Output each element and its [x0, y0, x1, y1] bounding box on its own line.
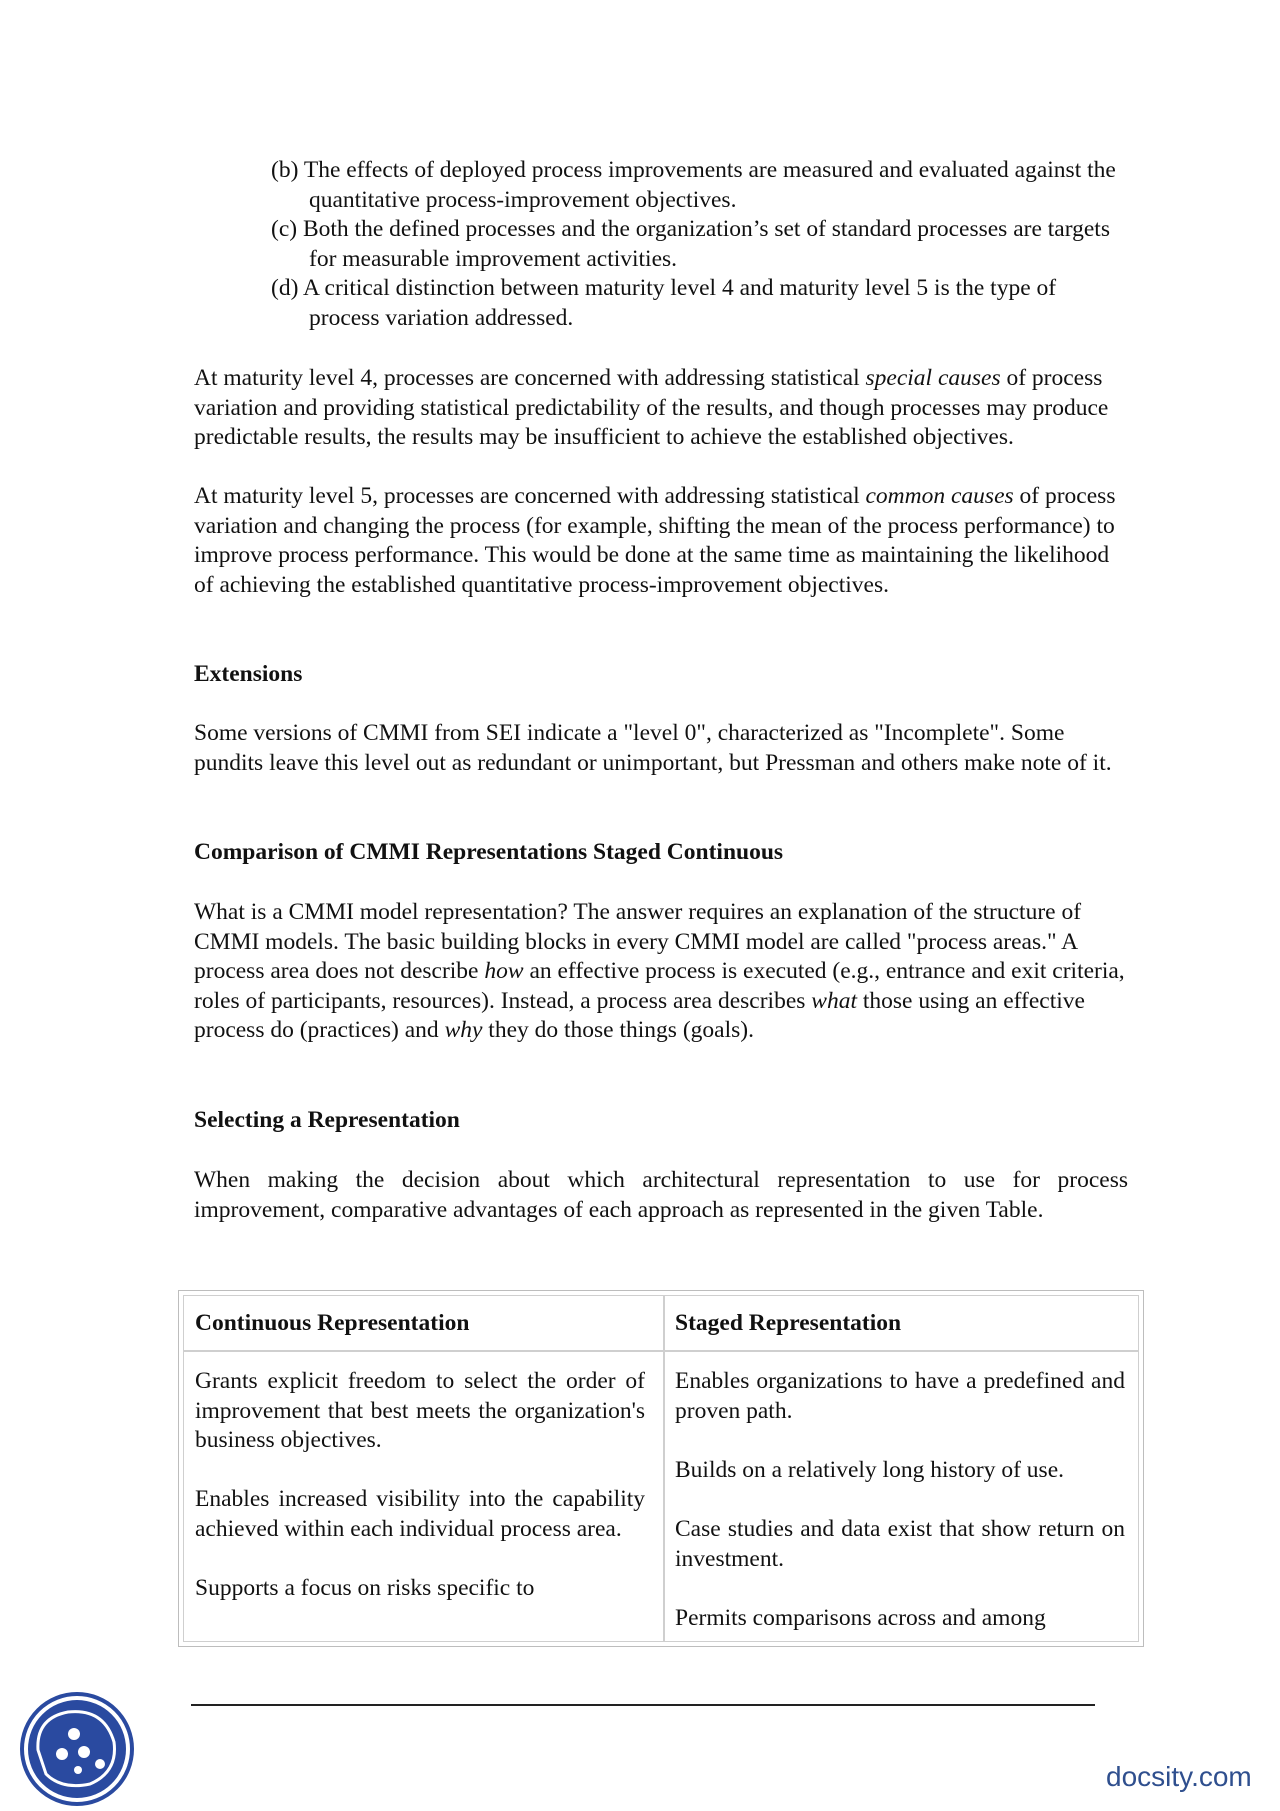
improvement-list: [271, 156, 1121, 334]
continuous-point: Grants explicit freedom to select the order of improvement that best meets the organization's business objectives.: [195, 1368, 645, 1454]
paragraph-comparison: What is a CMMI model representation? The answer requires an explanation of the structure of CMMI models. The basic building blocks in every CMMI model are called "process areas." A process area does not describe how an effective process is executed (e.g., entrance and exit criteria, roles of participants, resources). Instead, a process area describes what those using an effective process do (practices) and why they do those things (goals).: [194, 899, 1125, 1044]
docsity-logo-icon: [18, 1690, 136, 1808]
heading-extensions: Extensions: [194, 661, 303, 687]
emphasis-what: what: [811, 987, 857, 1014]
heading-comparison: Comparison of CMMI Representations Staged Continuous: [194, 839, 784, 865]
emphasis-why: why: [444, 1017, 483, 1044]
list-item-d: (d) A critical distinction between maturity level 4 and maturity level 5 is the type of process variation addressed.: [271, 275, 1057, 331]
heading-selecting-representation: Selecting a Representation: [194, 1107, 460, 1133]
table-column-divider: [663, 1296, 665, 1641]
paragraph-maturity-level-5: At maturity level 5, processes are concerned with addressing statistical common causes of process variation and changing the process (for example, shifting the mean of the process performance) to improve process performance. This would be done at the same time as maintaining the likelihood of achieving the established quantitative process-improvement objectives.: [194, 483, 1116, 598]
docsity-brand-text[interactable]: docsity.com: [1106, 1761, 1252, 1792]
continuous-point: Enables increased visibility into the capability achieved within each individual process area.: [195, 1486, 645, 1542]
table-header-divider: [184, 1350, 1138, 1352]
staged-point: Builds on a relatively long history of use.: [675, 1456, 1065, 1483]
paragraph-selecting: When making the decision about which architectural representation to use for process improvement, comparative advantages of each approach as represented in the given Table.: [194, 1167, 1128, 1223]
table-header-staged: Staged Representation: [675, 1310, 902, 1336]
comparison-table-grid: [183, 1295, 1139, 1642]
list-item-c: (c) Both the defined processes and the organization’s set of standard processes are targets for measurable improvement activities.: [271, 216, 1110, 272]
staged-point: Enables organizations to have a predefined and proven path.: [675, 1368, 1125, 1424]
emphasis-how: how: [484, 958, 524, 985]
emphasis-special-causes: special causes: [865, 365, 1001, 391]
table-cell-staged: [675, 1367, 1125, 1642]
paragraph-extensions: Some versions of CMMI from SEI indicate a "level 0", characterized as "Incomplete". Some pundits leave this level out as redundant or unimportant, but Pressman and others make note of it.: [194, 720, 1112, 776]
table-cell-continuous: [195, 1367, 645, 1633]
footer-rule: [191, 1704, 1095, 1706]
table-header-continuous: Continuous Representation: [195, 1310, 470, 1336]
staged-point: Permits comparisons across and among: [675, 1604, 1046, 1631]
emphasis-common-causes: common causes: [865, 483, 1014, 509]
list-item-b: (b) The effects of deployed process improvements are measured and evaluated against the quantitative process-improvement objectives.: [271, 157, 1116, 213]
paragraph-maturity-level-4: At maturity level 4, processes are concerned with addressing statistical special causes of process variation and providing statistical predictability of the results, and though processes may produce predictable results, the results may be insufficient to achieve the established objectives.: [194, 365, 1109, 451]
comparison-table: [178, 1290, 1144, 1647]
staged-point: Case studies and data exist that show return on investment.: [675, 1515, 1125, 1572]
continuous-point: Supports a focus on risks specific to: [195, 1575, 535, 1602]
